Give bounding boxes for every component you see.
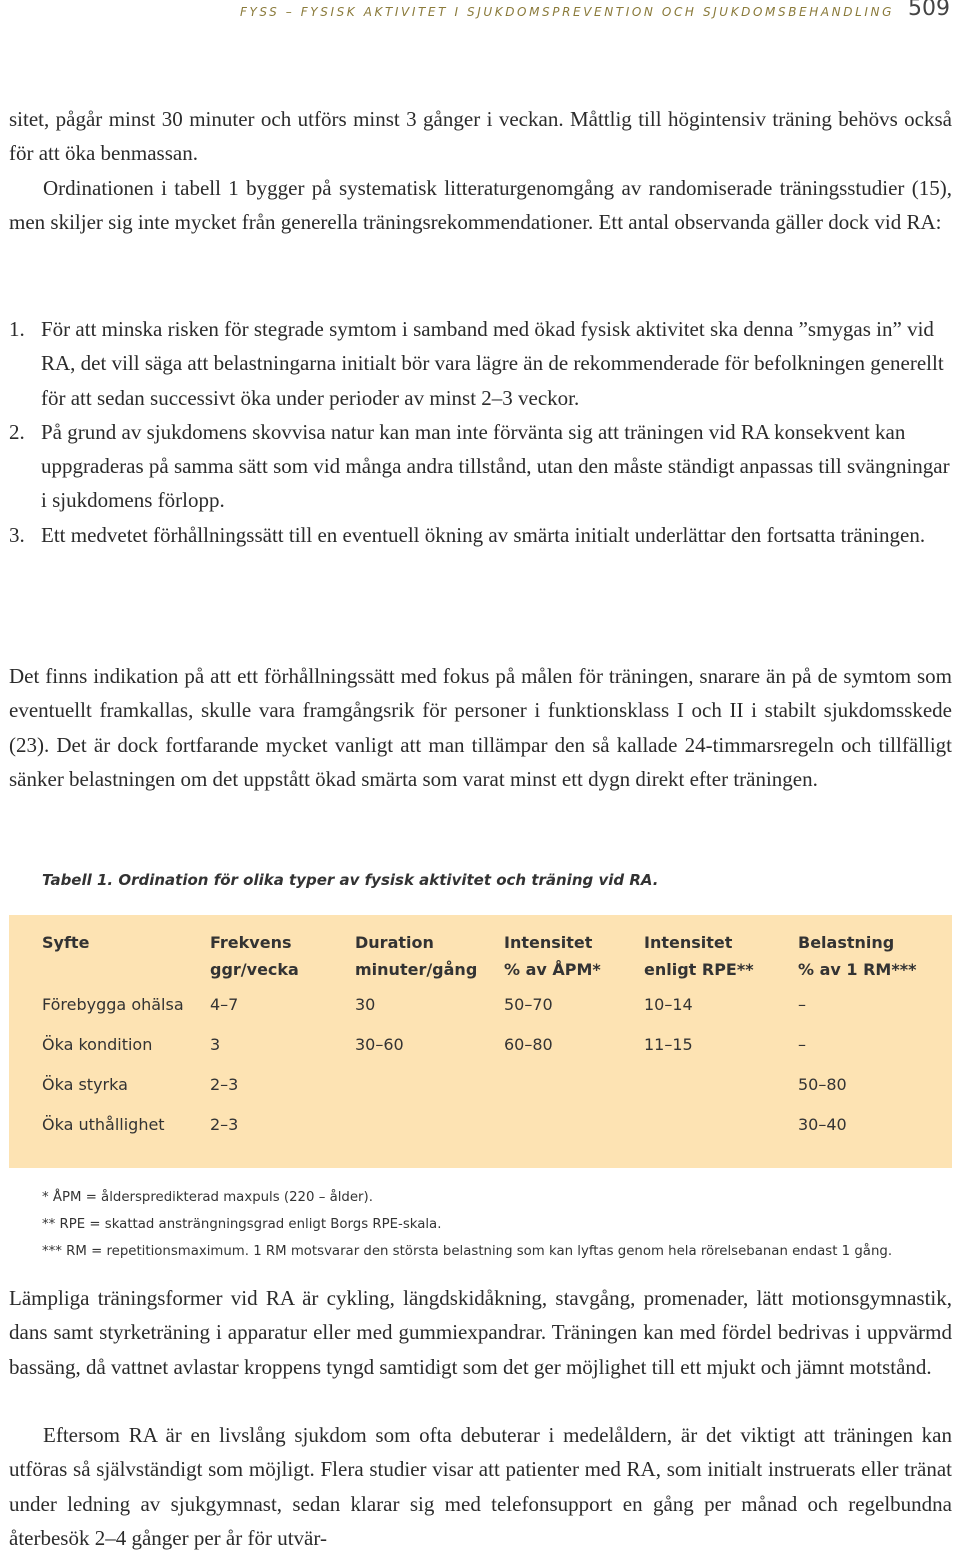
header-intensitet-apm: Intensitet % av ÅPM* bbox=[504, 933, 601, 979]
header-syfte: Syfte bbox=[42, 933, 90, 952]
list-item bbox=[9, 518, 952, 552]
running-head-title: FYSS – FYSISK AKTIVITET I SJUKDOMSPREVENTION OCH SJUKDOMSBEHANDLING bbox=[239, 5, 894, 19]
table-cell bbox=[504, 1075, 644, 1115]
intro-paragraph: sitet, pågår minst 30 minuter och utförs minst 3 gånger i veckan. Måttlig till högintensiv träning behövs också för att öka benmassan. bbox=[9, 107, 952, 166]
list-item-text: På grund av sjukdomens skovvisa natur kan man inte förvänta sig att träningen vid RA konsekvent kan uppgraderas på samma sätt som vid många andra tillstånd, utan den måste ständigt anpassas till svängningar i sjukdomens förlopp. bbox=[41, 419, 950, 513]
running-head bbox=[0, 0, 960, 40]
table-cell: Öka uthållighet bbox=[42, 1115, 165, 1134]
table-cell: – bbox=[798, 995, 806, 1014]
table-cell: 30–40 bbox=[798, 1115, 847, 1134]
list-item-number: 3. bbox=[9, 522, 25, 547]
observanda-list bbox=[9, 312, 952, 552]
footnote: ** RPE = skattad ansträngningsgrad enligt Borgs RPE-skala. bbox=[42, 1217, 442, 1232]
table-cell: – bbox=[798, 1035, 806, 1054]
table-caption: Tabell 1. Ordination för olika typer av fysisk aktivitet och träning vid RA. bbox=[42, 871, 659, 889]
header-belastning: Belastning % av 1 RM*** bbox=[798, 933, 917, 979]
ordination-table bbox=[42, 929, 938, 1155]
table-cell: Öka styrka bbox=[42, 1075, 128, 1094]
table-cell bbox=[644, 1115, 798, 1155]
lifelong-paragraph: Eftersom RA är en livslång sjukdom som ofta debuterar i medelåldern, är det viktigt att träningen kan utföras så självständigt som möjligt. Flera studier visar att patienter med RA, som initialt instruerats eller tränat under ledning av sjukgymnast, sedan klarar sig med telefonsupport en gång per månad och regelbundna återbesök 2–4 gånger per år för utvär- bbox=[9, 1423, 952, 1550]
table-cell: Förebygga ohälsa bbox=[42, 995, 184, 1014]
table-cell: 2–3 bbox=[210, 1075, 239, 1094]
table-cell: 50–70 bbox=[504, 995, 553, 1014]
footnote: * ÅPM = ålderspredikterad maxpuls (220 – ålder). bbox=[42, 1190, 373, 1205]
forms-paragraph: Lämpliga träningsformer vid RA är cykling, längdskidåkning, stavgång, promenader, lätt motionsgymnastik, dans samt styrketräning i apparatur eller med gummiexpandrar. Träningen kan med fördel bedrivas i uppvärmd bassäng, då vattnet avlastar kroppens tyngd samtidigt som det ger möjlighet till ett mjukt och jämnt motstånd. bbox=[9, 1286, 952, 1379]
ordination-paragraph: Ordinationen i tabell 1 bygger på systematisk litteraturgenomgång av randomiserade träningsstudier (15), men skiljer sig inte mycket från generella träningsrekommendationer. Ett antal observanda gäller dock vid RA: bbox=[9, 176, 952, 235]
table-cell: 50–80 bbox=[798, 1075, 847, 1094]
table-cell bbox=[355, 1075, 504, 1115]
list-item bbox=[9, 415, 952, 518]
table-cell: 60–80 bbox=[504, 1035, 553, 1054]
header-intensitet-rpe: Intensitet enligt RPE** bbox=[644, 933, 754, 979]
header-frekvens: Frekvens ggr/vecka bbox=[210, 933, 299, 979]
table-row bbox=[42, 1075, 938, 1115]
table-row bbox=[42, 995, 938, 1035]
ordination-table-box bbox=[9, 915, 952, 1168]
list-item bbox=[9, 312, 952, 415]
list-item-number: 1. bbox=[9, 317, 25, 341]
table-header-row bbox=[42, 929, 938, 995]
table-row bbox=[42, 1035, 938, 1075]
footnote: *** RM = repetitionsmaximum. 1 RM motsvarar den största belastning som kan lyftas genom hela rörelsebanan endast 1 gång. bbox=[42, 1244, 893, 1259]
list-item-number: 2. bbox=[9, 419, 25, 444]
table-cell bbox=[644, 1075, 798, 1115]
header-duration: Duration minuter/gång bbox=[355, 933, 478, 979]
page-number: 509 bbox=[908, 0, 950, 21]
table-cell bbox=[504, 1115, 644, 1155]
table-cell bbox=[355, 1115, 504, 1155]
table-cell: Öka kondition bbox=[42, 1035, 153, 1054]
table-row bbox=[42, 1115, 938, 1155]
table-cell: 30–60 bbox=[355, 1035, 404, 1054]
table-cell: 4–7 bbox=[210, 995, 239, 1014]
list-item-text: Ett medvetet förhållningssätt till en eventuell ökning av smärta initialt underlättar den fortsatta träningen. bbox=[41, 522, 926, 547]
indication-paragraph: Det finns indikation på att ett förhållningssätt med fokus på målen för träningen, snarare än på de symtom som eventuellt framkallas, skulle vara framgångsrik för personer i funktionsklass I och II i stabilt sjukdomsskede (23). Det är dock fortfarande mycket vanligt att man tillämpar den så kallade 24-timmarsregeln och tillfälligt sänker belastningen om det uppstått ökad smärta som varat minst ett dygn direkt efter träningen. bbox=[9, 664, 952, 791]
table-cell: 2–3 bbox=[210, 1115, 239, 1134]
table-cell: 3 bbox=[210, 1035, 221, 1054]
table-footnotes bbox=[42, 1184, 952, 1265]
table-cell: 11–15 bbox=[644, 1035, 693, 1054]
table-cell: 30 bbox=[355, 995, 376, 1014]
table-cell: 10–14 bbox=[644, 995, 693, 1014]
list-item-text: För att minska risken för stegrade symtom i samband med ökad fysisk aktivitet ska denna ”smygas in” vid RA, det vill säga att belastningarna initialt bör vara lägre än de rekommenderade för befolkningen generellt för att sedan successivt öka under perioder av minst 2–3 veckor. bbox=[41, 317, 944, 410]
